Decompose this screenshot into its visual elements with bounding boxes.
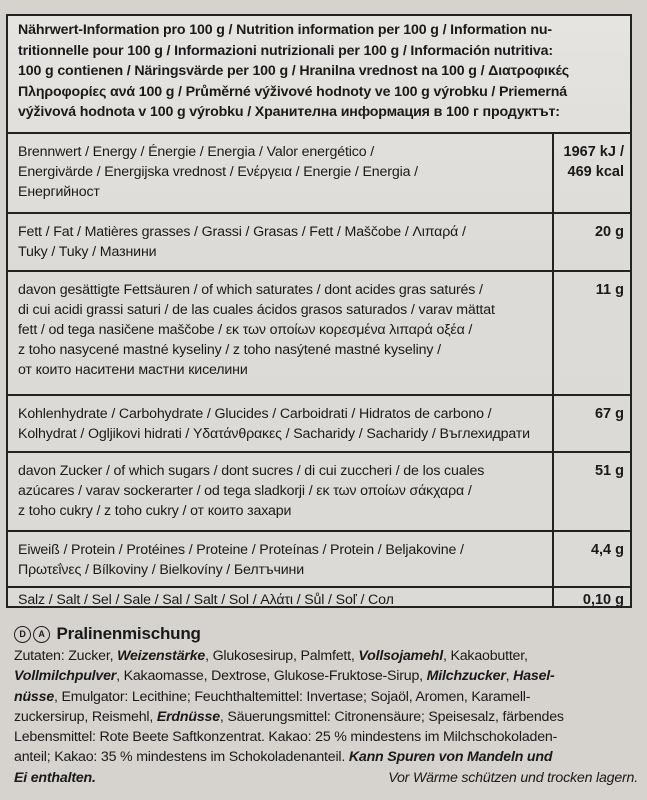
row-label-line: azúcares / varav sockerarter / od tega sladkorji / εκ των οποίων σάκχαρα / [18, 483, 472, 499]
ingredients-line: Lebensmittel: Rote Beete Saftkonzentrat. Kakao: 25 % mindestens im Milchschokoladen- [14, 729, 558, 746]
row-label-line: Brennwert / Energy / Énergie / Energia / Valor energético / [18, 144, 375, 160]
header-line: 100 g contienen / Näringsvärde per 100 g / Hranilna vrednost na 100 g / Διατροφικές [18, 63, 569, 80]
allergen-text: Erdnüsse [156, 708, 220, 725]
ingredients-line [14, 747, 638, 767]
ingredient-text: , Emulgator: Lecithine; Feuchthaltemittel: Invertase; Sojaöl, Aromen, Karamell- [54, 688, 531, 705]
section-title [14, 622, 638, 646]
row-label-line: davon gesättigte Fettsäuren / of which saturates / dont acides gras saturés / [18, 282, 483, 298]
ingredient-text: anteil; Kakao: 35 % mindestens im Schokoladenanteil. [14, 749, 349, 766]
row-label [18, 222, 543, 262]
row-label-line: davon Zucker / of which sugars / dont sucres / di cui zuccheri / de los cuales [18, 463, 485, 479]
row-label-line: Енергийност [18, 184, 100, 200]
allergen-warning: Ei enthalten. [14, 769, 96, 786]
header-line: tritionnelle pour 100 g / Informazioni nutrizionali per 100 g / Información nutritiva: [18, 42, 553, 59]
allergen-text: Milchzucker [426, 668, 506, 685]
row-value-line: 20 g [594, 224, 624, 240]
row-label [18, 540, 543, 580]
row-value [552, 532, 630, 586]
row-label-line: di cui acidi grassi saturi / de las cuales ácidos grasos saturados / varav mättat [18, 302, 495, 318]
row-label [18, 404, 543, 444]
product-title: Pralinenmischung [56, 624, 201, 643]
nutrition-row-energy [8, 134, 630, 214]
row-value-line: 1967 kJ / [563, 144, 624, 160]
row-label-line: Salz / Salt / Sel / Sale / Sal / Salt / Sol / Αλάτι / Sůl / Soľ / Сол [18, 592, 394, 608]
allergen-text: Weizenstärke [117, 648, 206, 664]
nutrition-row-sugars [8, 453, 630, 532]
storage-note: Vor Wärme schützen und trocken lagern. [388, 769, 638, 786]
allergen-text: Hasel- [513, 668, 555, 685]
nutrition-row-fat [8, 214, 630, 272]
row-label-line: z toho nasycené mastné kyseliny / z toho nasýtené mastné kyseliny / [18, 342, 441, 358]
row-value-line: 4,4 g [590, 542, 624, 558]
ingredients-line [14, 666, 638, 686]
row-label-line: Eiweiß / Protein / Protéines / Proteine / Proteínas / Protein / Beljakovine / [18, 542, 464, 558]
ingredient-text: , [505, 668, 514, 685]
header-line: Nährwert-Information pro 100 g / Nutrition information per 100 g / Information nu- [18, 22, 552, 38]
row-label [18, 461, 543, 521]
row-label-line: Kohlenhydrate / Carbohydrate / Glucides / Carboidrati / Hidratos de carbono / [18, 406, 492, 422]
ingredient-text: , Kakaobutter, [442, 648, 528, 664]
row-label [18, 280, 543, 380]
country-badge-d: D [14, 626, 31, 643]
ingredient-text: , Säuerungsmittel: Citronensäure; Speisesalz, färbendes [219, 708, 564, 725]
ingredient-text: zuckersirup, Reismehl, [14, 708, 157, 725]
ingredient-text: , Kakaomasse, Dextrose, Glukose-Fruktose-Sirup, [116, 668, 427, 685]
row-label-line: Energivärde / Energijska vrednost / Ενέργεια / Energie / Energia / [18, 164, 418, 180]
row-value-line: 51 g [594, 463, 624, 479]
row-label-line: fett / od tega nasičene maščobe / εκ των οποίων κορεσμένα λιπαρά οξέα / [18, 322, 473, 338]
row-label-line: от които наситени мастни киселини [18, 362, 248, 378]
row-value-line: 67 g [594, 406, 624, 422]
nutrition-row-protein [8, 532, 630, 588]
ingredients-line [14, 768, 638, 788]
row-label-line: Kolhydrat / Ogljikovi hidrati / Υδατάνθρακες / Sacharidy / Sacharidy / Въглехидрати [18, 426, 530, 442]
nutrition-row-carbohydrate [8, 396, 630, 453]
ingredients-line [14, 687, 638, 707]
allergen-text: Vollmilchpulver [14, 668, 117, 685]
row-value [552, 453, 630, 530]
row-label-line: Tuky / Tuky / Мазнини [18, 244, 157, 260]
row-value-line: 0,10 g [582, 592, 624, 608]
allergen-text: Vollsojamehl [358, 648, 443, 664]
row-label-line: Fett / Fat / Matières grasses / Grassi / Grasas / Fett / Maščobe / Λιπαρά / [18, 224, 466, 240]
nutrition-row-saturates [8, 272, 630, 396]
row-value [552, 588, 630, 608]
row-value-line: 11 g [595, 282, 624, 298]
ingredients-line [14, 707, 638, 727]
header-line: výživová hodnota v 100 g výrobku / Хранителна информация в 100 г продуктът: [18, 104, 560, 121]
row-value-line: 469 kcal [567, 164, 624, 180]
nutrition-row-salt [8, 588, 630, 608]
allergen-text: nüsse [14, 688, 55, 705]
allergen-warning: Kann Spuren von Mandeln und [348, 749, 553, 766]
nutrition-table [6, 14, 632, 608]
ingredient-text: , Glukosesirup, Palmfett, [205, 648, 359, 664]
ingredients-section [14, 622, 638, 788]
row-value [552, 396, 630, 451]
row-label [18, 142, 543, 202]
row-value [552, 272, 630, 394]
row-value [552, 134, 630, 212]
header-line: Πληροφορίες ανά 100 g / Průměrné výživové hodnoty ve 100 g výrobku / Priemerná [18, 83, 568, 100]
nutrition-header [8, 16, 630, 134]
ingredients-line [14, 646, 638, 666]
row-label [18, 590, 543, 610]
row-label-line: Πρωτεΐνες / Bílkoviny / Bielkovíny / Белтъчини [18, 562, 304, 578]
row-label-line: z toho cukry / z toho cukry / от които захари [18, 503, 292, 519]
row-value [552, 214, 630, 270]
country-badge-a: A [33, 626, 50, 643]
ingredient-text: Zutaten: Zucker, [14, 648, 118, 664]
